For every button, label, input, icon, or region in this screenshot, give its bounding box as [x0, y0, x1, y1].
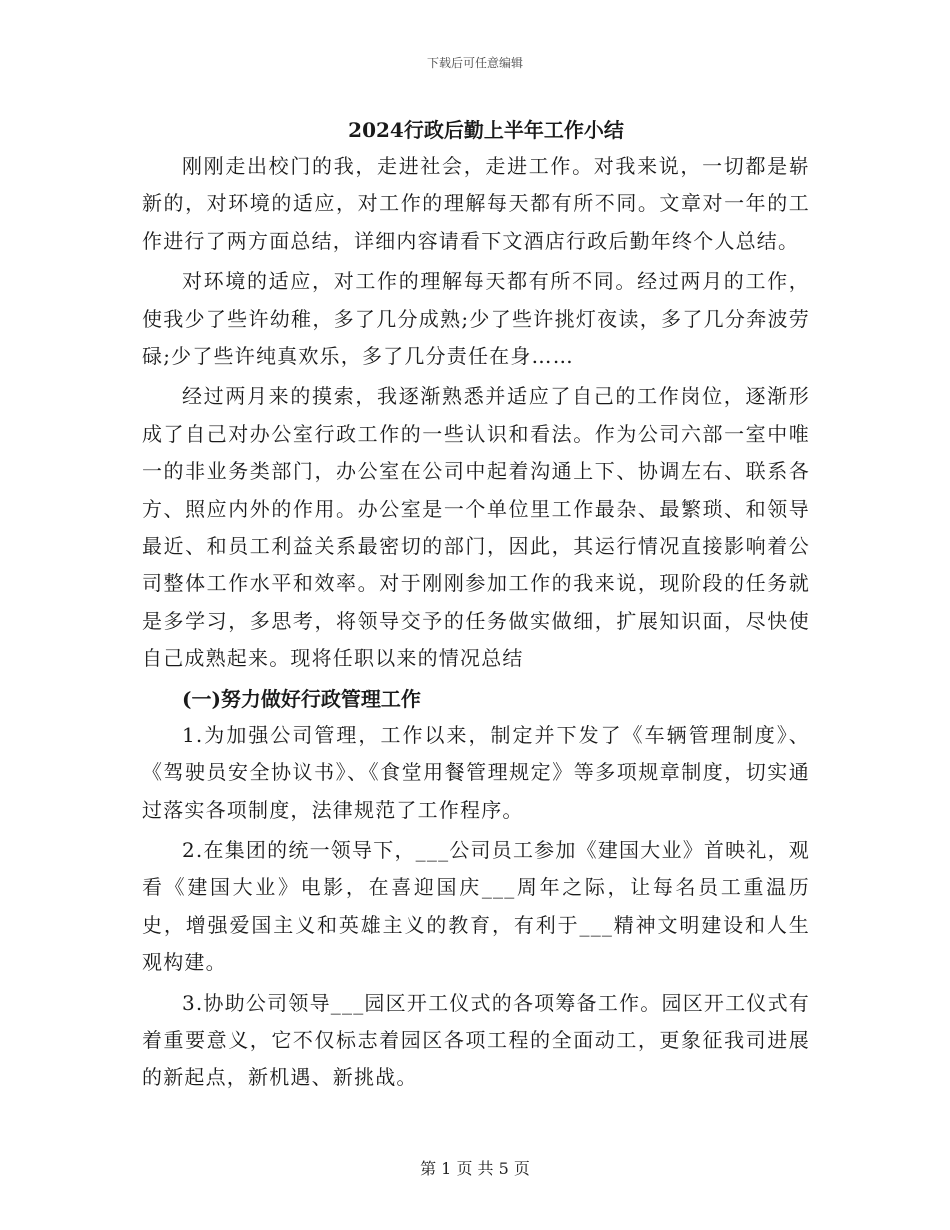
list-item: 1.为加强公司管理，工作以来，制定并下发了《车辆管理制度》、《驾驶员安全协议书》、《食堂用餐管理规定》等多项规章制度，切实通过落实各项制度，法律规范了工作程序。 — [142, 722, 810, 822]
section-heading: (一)努力做好行政管理工作 — [182, 686, 421, 711]
paragraph: 刚刚走出校门的我，走进社会，走进工作。对我来说，一切都是崭新的，对环境的适应，对工作的理解每天都有所不同。文章对一年的工作进行了两方面总结，详细内容请看下文酒店行政后勤年终个人总结。 — [142, 154, 810, 253]
paragraph: 经过两月来的摸索，我逐渐熟悉并适应了自己的工作岗位，逐渐形成了自己对办公室行政工作的一些认识和看法。作为公司六部一室中唯一的非业务类部门，办公室在公司中起着沟通上下、协调左右、联系各方、照应内外的作用。办公室是一个单位里工作最杂、最繁琐、和领导最近、和员工利益关系最密切的部门，因此，其运行情况直接影响着公司整体工作水平和效率。对于刚刚参加工作的我来说，现阶段的任务就是多学习，多思考，将领导交予的任务做实做细，扩展知识面，尽快使自己成熟起来。现将任职以来的情况总结 — [142, 384, 810, 671]
document-title: 2024行政后勤上半年工作小结 — [348, 118, 624, 142]
list-item: 3.协助公司领导___园区开工仪式的各项筹备工作。园区开工仪式有着重要意义，它不仅标志着园区各项工程的全面动工，更象征我司进展的新起点，新机遇、新挑战。 — [142, 990, 810, 1090]
list-item: 2.在集团的统一领导下，___公司员工参加《建国大业》首映礼，观看《建国大业》电影，在喜迎国庆___周年之际，让每名员工重温历史，增强爱国主义和英雄主义的教育，有利于___精神文明建设和人生观构建。 — [142, 837, 810, 975]
header-note: 下载后可任意编辑 — [426, 56, 523, 70]
paragraph: 对环境的适应，对工作的理解每天都有所不同。经过两月的工作，使我少了些许幼稚，多了几分成熟;少了些许挑灯夜读，多了几分奔波劳碌;少了些许纯真欢乐，多了几分责任在身…… — [142, 269, 810, 369]
page-number: 第 1 页 共 5 页 — [420, 1159, 530, 1178]
document-body — [142, 112, 810, 1097]
